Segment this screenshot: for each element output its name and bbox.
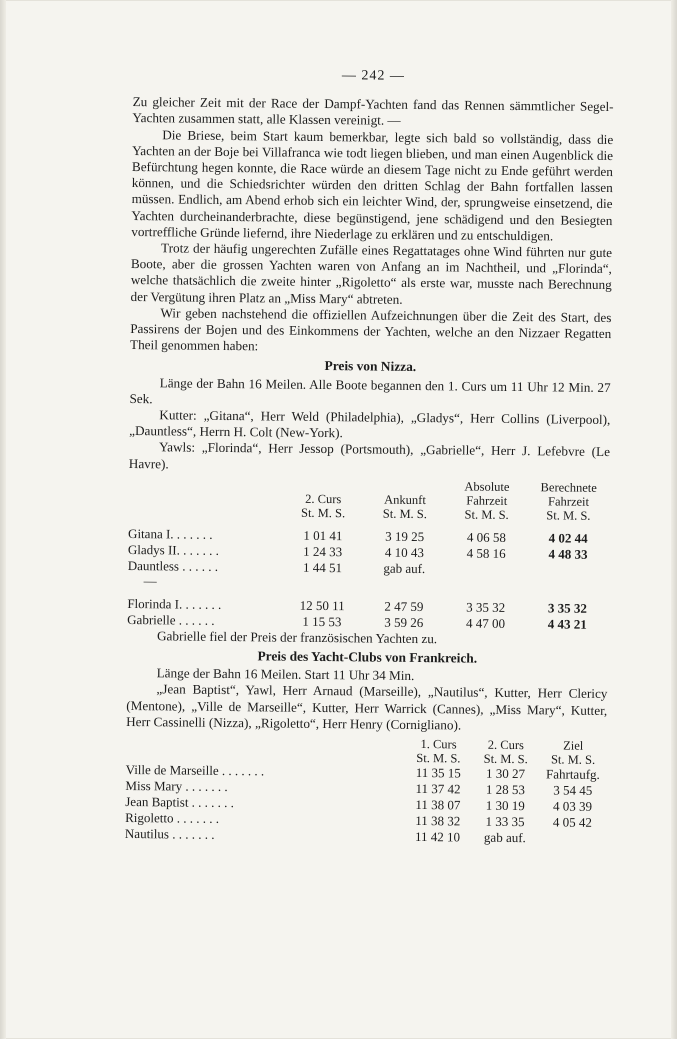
yacht-name: Dauntless: [127, 557, 180, 574]
section-heading-yacht-club: Preis des Yacht-Clubs von Frankreich.: [257, 648, 478, 666]
yacht-name: Gitana I.: [128, 525, 174, 542]
yacht-name: Miss Mary: [125, 778, 183, 794]
table-cell: 4 05 42: [552, 814, 592, 830]
leader-dots: . . . . . . .: [172, 826, 215, 842]
table-cell: 11 42 10: [414, 829, 461, 845]
table-cell: 4 48 33: [548, 546, 588, 562]
table-cell: 4 43 21: [547, 616, 587, 632]
page-edge-right: [671, 0, 677, 1039]
table-cell: 4 02 44: [548, 530, 588, 546]
entrants-yawls: Yawls: „Florinda“, Herr Jessop (Portsmouth), „Gabrielle“, Herr J. Lefebvre (Le Havre).: [128, 439, 611, 472]
paragraph: Die Briese, beim Start kaum bemerkbar, legte sich bald so vollständig, dass die Yachten an der Boje bei Villafranca wie todt liegen blieben, und man einen Augenblick die Befürchtung hegen konnte, die Race würde an diesem Tage nicht zu Ende geführt werden können, und die Schiedsrichter würden den dritten Schlag der Bahn fortfallen lassen müssen. Endlich, am Abend erhob sich ein leichter Wind, der, sprungweise einsetzend, die Yachten durcheinanderbrachte, diese begünstigend, jene schädigend und den Besiegten vortreffliche Gründe liefernd, ihre Niederlage zu erklären und zu entschuldigen.: [131, 126, 614, 244]
table-cell: 1 30 27: [486, 765, 526, 782]
table-cell: 11 38 32: [415, 813, 461, 829]
table-cell: 11 37 42: [415, 781, 461, 797]
column-header: Ankunft St. M. S.: [382, 492, 428, 521]
table-cell: 1 30 19: [485, 797, 525, 814]
yacht-name: Ville de Marseille: [125, 762, 219, 779]
separator-dash: —: [143, 573, 157, 589]
table-cell: 11 38 07: [415, 797, 461, 813]
yacht-name: Jean Baptist: [125, 794, 189, 810]
entrants-kutter: Kutter: „Gitana“, Herr Weld (Philadelphia), „Gladys“, Herr Collins (Liverpool), „Dauntless“, Herrn H. Colt (New-York).: [129, 407, 611, 441]
course-info: Länge der Bahn 16 Meilen. Alle Boote begannen den 1. Curs um 11 Uhr 12 Min. 27 Sek.: [129, 374, 611, 407]
leader-dots: . . . . . . .: [221, 763, 265, 779]
table-cell: 4 58 16: [466, 545, 506, 561]
yacht-name: Rigoletto: [125, 810, 174, 826]
paragraph: Wir geben nachstehend die offiziellen Aufzeichnungen über die Zeit des Start, des Passirens der Bojen und des Einkommens der Yachten, welche an den Nizzaer Regatten Theil genommen haben:: [130, 305, 612, 354]
page-number: — 242 —: [341, 68, 405, 84]
results-table-nizza: [127, 476, 610, 633]
table-cell: gab auf.: [483, 829, 526, 846]
leader-dots: . . . . . . .: [191, 794, 235, 811]
column-header: Berechnete Fahrzeit St. M. S.: [540, 480, 597, 523]
table-cell: 1 24 33: [303, 543, 343, 560]
table-cell: 1 01 41: [303, 527, 343, 544]
table-cell: 3 59 26: [384, 614, 424, 630]
table-cell: gab auf.: [383, 560, 426, 576]
table-cell: [538, 830, 606, 847]
column-header: Absolute Fahrzeit St. M. S.: [464, 479, 510, 522]
table-cell: 11 35 15: [415, 765, 461, 781]
section-heading-nizza: Preis von Nizza.: [324, 358, 417, 375]
yacht-name: Gladys II.: [127, 541, 181, 558]
table-cell: [445, 561, 527, 578]
leader-dots: . . . . . .: [185, 596, 222, 612]
table-cell: 3 19 25: [385, 528, 425, 544]
leader-dots: . . . . . .: [183, 542, 220, 558]
entrants-list: „Jean Baptist“, Yawl, Herr Arnaud (Marseille), „Nautilus“, Kutter, Herr Clericy (Mentone), „Ville de Marseille“, Kutter, Herr Warrick (Cannes), „Miss Mary“, Kutter, Herr Cassinelli (Nizza), „Rigoletto“, Herr Henry (Cornigliano).: [126, 681, 608, 733]
table-cell: 1 33 35: [485, 813, 525, 830]
leader-dots: . . . . . .: [178, 612, 215, 628]
yacht-name: Nautilus: [124, 826, 170, 842]
table-cell: 4 10 43: [384, 544, 425, 560]
table-cell: 4 03 39: [553, 798, 593, 814]
table-cell: 2 47 59: [384, 598, 424, 614]
table-cell: 4 47 00: [465, 615, 506, 631]
table-cell: [527, 562, 609, 579]
column-header: 1. Curs St. M. S.: [416, 737, 461, 766]
paragraph: Zu gleicher Zeit mit der Race der Dampf-Yachten fand das Rennen sämmtlicher Segel-Yachten zusammen statt, alle Klassen vereinigt. —: [132, 94, 614, 129]
leader-dots: . . . . . .: [176, 526, 213, 542]
column-header: Ziel St. M. S.: [550, 738, 596, 767]
course-info: Länge der Bahn 16 Meilen. Start 11 Uhr 34 Min.: [156, 665, 415, 684]
yacht-name: Florinda I.: [127, 595, 183, 612]
page-edge-left: [0, 0, 6, 1039]
column-header: 2. Curs St. M. S.: [483, 737, 528, 767]
leader-dots: . . . . . . .: [185, 778, 228, 795]
table-cell: 1 44 51: [302, 559, 343, 576]
table-cell: 3 35 32: [466, 599, 506, 615]
paragraph: Trotz der häufig ungerechten Zufälle eines Regattatages ohne Wind führten nur gute Boote, aber die grossen Yachten waren von Anfang an im Nachtheil, und „Florinda“, welche thatsächlich die zweite hinter „Rigoletto“ als erste war, musste nach Berechnung der Vergütung ihren Platz an „Miss Mary“ abtreten.: [130, 240, 613, 307]
page-text-block: [125, 66, 614, 847]
prize-note: Gabrielle fiel der Preis der französischen Yachten zu.: [156, 628, 438, 647]
table-cell: 1 28 53: [485, 781, 525, 798]
yacht-name: Gabrielle: [127, 611, 176, 628]
leader-dots: . . . . . . .: [176, 810, 220, 827]
results-table-yacht-club: [125, 734, 607, 847]
table-cell: 3 35 32: [547, 600, 588, 616]
table-cell: 4 06 58: [466, 529, 506, 545]
table-cell: 1 15 53: [302, 613, 342, 630]
table-cell: Fahrtaufg.: [545, 766, 600, 783]
table-cell: 12 50 11: [299, 597, 345, 614]
leader-dots: . . . . . .: [182, 558, 219, 574]
column-header: 2. Curs St. M. S.: [300, 491, 346, 521]
table-cell: 3 54 45: [553, 782, 593, 798]
